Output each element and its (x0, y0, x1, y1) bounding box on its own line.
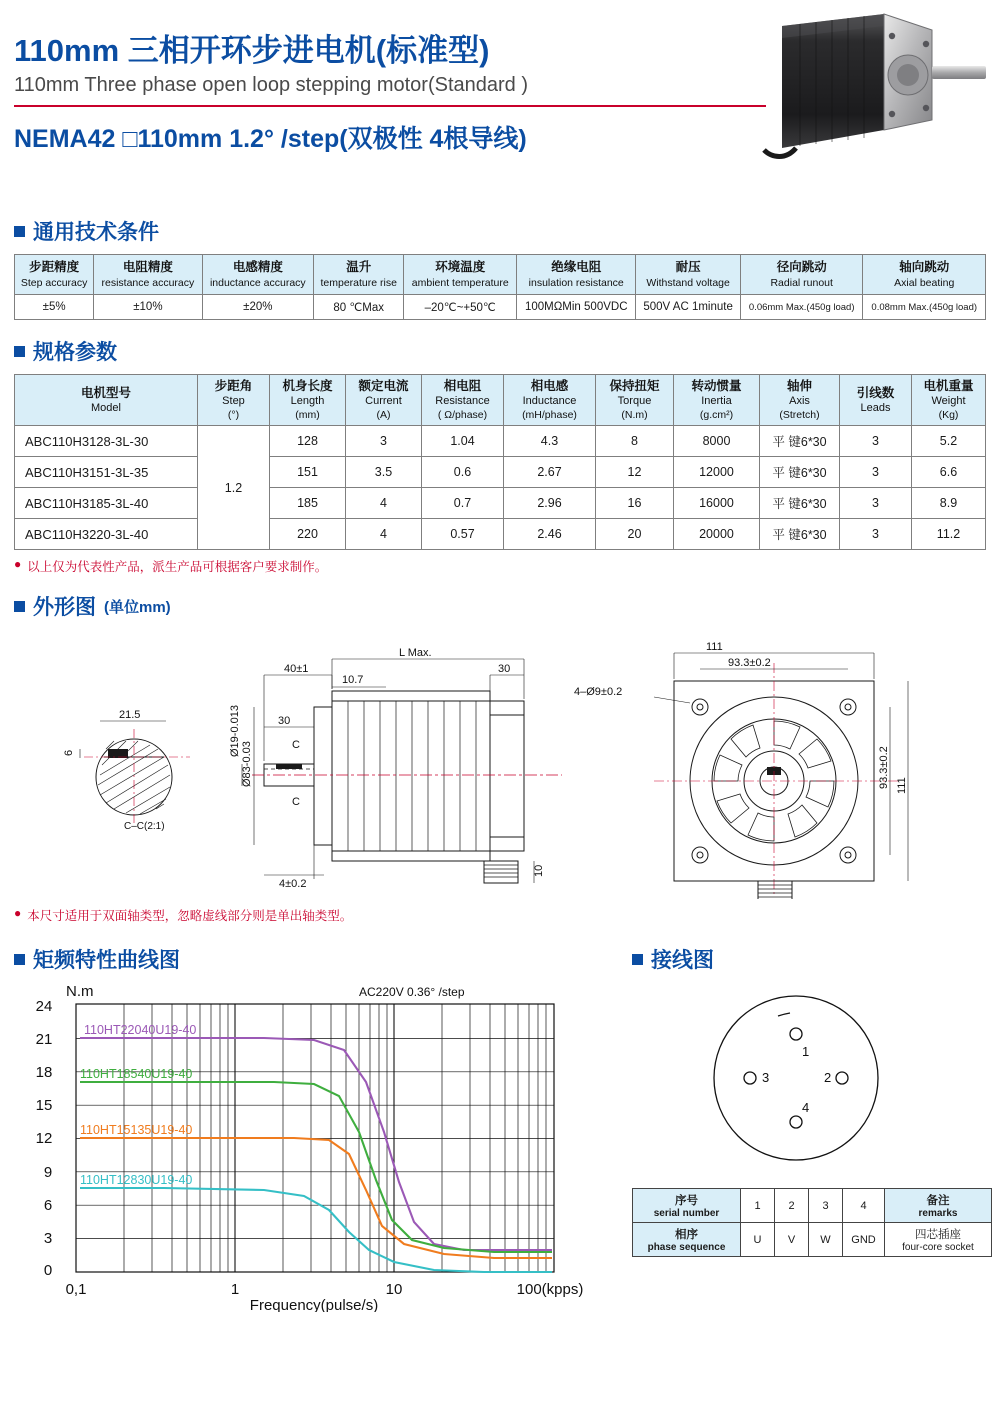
cell-inductance: 2.67 (504, 457, 596, 488)
cell-inductance-accuracy: ±20% (202, 295, 314, 320)
th-en: Model (91, 402, 121, 415)
th-en: ambient temperature (411, 276, 509, 289)
cell-weight: 5.2 (912, 426, 986, 457)
th-en: insulation resistance (528, 276, 624, 289)
th-current (346, 375, 422, 426)
dim-111-right: 111 (896, 777, 908, 795)
cell-length: 185 (270, 488, 346, 519)
th-unit: (Kg) (938, 408, 959, 421)
th-resistance (422, 375, 504, 426)
cell-remarks-header (885, 1189, 992, 1223)
cell-pin-1: 1 (741, 1189, 775, 1223)
cell-radial-runout: 0.06mm Max.(450g load) (740, 295, 863, 320)
th-cn: 环境温度 (435, 260, 486, 274)
cell-axis: 平 键6*30 (760, 519, 840, 550)
table-header-row (15, 375, 986, 426)
label-en: phase sequence (647, 1242, 726, 1254)
th-unit: (mm) (295, 408, 320, 421)
th-length (270, 375, 346, 426)
chart-title: AC220V 0.36° /step (359, 985, 465, 1000)
th-inertia (674, 375, 760, 426)
dim-933-right: 93.3±0.2 (878, 746, 890, 790)
cell-step-accuracy: ±5% (15, 295, 94, 320)
ytick-12: 12 (35, 1130, 53, 1148)
section-curve-heading (14, 944, 614, 974)
th-step-accuracy (15, 255, 94, 295)
ytick-0: 0 (43, 1262, 53, 1280)
cell-torque: 8 (596, 426, 674, 457)
table-row (15, 295, 986, 320)
bullet-dot-icon: ● (14, 906, 22, 921)
table-row (15, 426, 986, 457)
cell-ambient-temperature: –20℃~+50℃ (404, 295, 517, 320)
section-label: C–C(2:1) (124, 821, 165, 833)
th-unit: (°) (227, 408, 240, 421)
cell-phase-header (633, 1223, 741, 1257)
cell-resistance: 0.57 (422, 519, 504, 550)
ytick-21: 21 (35, 1031, 53, 1049)
th-en: Withstand voltage (646, 276, 730, 289)
th-cn: 耐压 (675, 260, 701, 274)
th-en: Leads (860, 402, 891, 415)
cell-pin-3: 3 (809, 1189, 843, 1223)
cell-model: ABC110H3220-3L-40 (15, 519, 198, 550)
th-cn: 电机重量 (923, 379, 974, 394)
th-en: Current (365, 395, 402, 408)
th-cn: 轴伸 (786, 379, 812, 394)
cell-phase-3: W (809, 1223, 843, 1257)
cell-model: ABC110H3185-3L-40 (15, 488, 198, 519)
pin-assignment-table (632, 1188, 992, 1257)
label-en: remarks (918, 1208, 958, 1220)
th-en: Axis (789, 395, 810, 408)
th-en: Step accuracy (20, 276, 88, 289)
th-inductance-accuracy (202, 255, 314, 295)
th-insulation-resistance (517, 255, 636, 295)
section-outline-heading (14, 591, 986, 621)
chart-xlabel: Frequency(pulse/s) (249, 1297, 379, 1313)
cell-torque: 12 (596, 457, 674, 488)
label-cn: 四芯插座 (915, 1229, 961, 1242)
cell-insulation-resistance: 100MΩMin 500VDC (517, 295, 636, 320)
cell-current: 4 (346, 488, 422, 519)
cell-weight: 11.2 (912, 519, 986, 550)
table-row (633, 1189, 992, 1223)
th-cn: 保持扭矩 (609, 379, 660, 394)
th-cn: 引线数 (856, 385, 895, 400)
table-row (15, 488, 986, 519)
outline-note-text: 本尺寸适用于双面轴类型，忽略虚线部分则是单出轴类型。 (27, 909, 353, 924)
th-weight (912, 375, 986, 426)
cell-weight: 8.9 (912, 488, 986, 519)
th-unit: ( Ω/phase) (437, 408, 488, 421)
xtick-0: 0,1 (65, 1281, 87, 1299)
th-cn: 相电感 (530, 379, 569, 394)
th-en: inductance accuracy (209, 276, 306, 289)
table-row (15, 519, 986, 550)
dim-933-top: 93.3±0.2 (728, 657, 771, 670)
cell-inertia: 20000 (674, 519, 760, 550)
chart-column (14, 928, 614, 1312)
square-bullet-icon (14, 346, 25, 357)
th-cn: 温升 (346, 260, 372, 274)
th-torque (596, 375, 674, 426)
cell-withstand-voltage: 500V AC 1minute (636, 295, 741, 320)
th-en: Weight (931, 395, 966, 408)
page-subtitle: 110mm Three phase open loop stepping motor(Standard ) (14, 74, 529, 97)
xtick-3: 100(kpps) (516, 1281, 584, 1299)
cell-step-angle: 1.2 (198, 426, 270, 550)
torque-frequency-chart (14, 982, 614, 1312)
label-cn: 相序 (675, 1229, 698, 1242)
label-cn: 序号 (675, 1195, 698, 1208)
th-unit: (g.cm²) (699, 408, 734, 421)
square-bullet-icon (632, 954, 643, 965)
label-en: serial number (653, 1208, 720, 1220)
spec-note-text: 以上仅为代表性产品，派生产品可根据客户要求制作。 (27, 560, 328, 575)
th-cn: 机身长度 (282, 379, 333, 394)
th-unit: (Stretch) (779, 408, 820, 421)
series-label-3: 110HT12830U19-40 (80, 1173, 193, 1188)
th-unit: (mH/phase) (522, 408, 577, 421)
cell-remarks-value (885, 1223, 992, 1257)
section-general-heading (14, 216, 986, 246)
th-temperature-rise (314, 255, 404, 295)
dim-4: 4±0.2 (279, 878, 307, 891)
dim-l-max: L Max. (399, 647, 432, 660)
cell-leads: 3 (840, 519, 912, 550)
th-en: Radial runout (770, 276, 833, 289)
th-cn: 相电阻 (443, 379, 482, 394)
pin-label-1: 1 (802, 1044, 810, 1060)
th-model (15, 375, 198, 426)
th-cn: 额定电流 (358, 379, 409, 394)
square-bullet-icon (14, 954, 25, 965)
cell-inductance: 2.46 (504, 519, 596, 550)
ytick-24: 24 (35, 998, 53, 1016)
square-bullet-icon (14, 226, 25, 237)
cell-leads: 3 (840, 426, 912, 457)
cell-leads: 3 (840, 488, 912, 519)
series-label-0: 110HT22040U19-40 (84, 1023, 197, 1038)
section-spec-heading (14, 336, 986, 366)
th-radial-runout (740, 255, 863, 295)
motor-photo (756, 8, 986, 178)
th-en: Inertia (701, 395, 732, 408)
cell-current: 3.5 (346, 457, 422, 488)
th-en: resistance accuracy (101, 276, 195, 289)
cell-inductance: 2.96 (504, 488, 596, 519)
spec-note (14, 557, 986, 575)
cell-serial-header (633, 1189, 741, 1223)
general-tech-table (14, 254, 986, 320)
dim-holes: 4–Ø9±0.2 (574, 686, 623, 699)
cell-axial-beating: 0.08mm Max.(450g load) (863, 295, 986, 320)
cell-inductance: 4.3 (504, 426, 596, 457)
series-label-1: 110HT18540U19-40 (80, 1067, 193, 1082)
th-axial-beating (863, 255, 986, 295)
cell-length: 151 (270, 457, 346, 488)
th-resistance-accuracy (94, 255, 202, 295)
th-cn: 步距精度 (29, 260, 80, 274)
section-curve-title: 矩频特性曲线图 (33, 949, 180, 973)
th-en: Inductance (522, 395, 577, 408)
cell-length: 128 (270, 426, 346, 457)
dim-6: 6 (63, 750, 75, 757)
bullet-dot-icon: ● (14, 557, 22, 572)
th-ambient-temperature (404, 255, 517, 295)
dim-30-top: 30 (498, 663, 511, 676)
table-row (15, 457, 986, 488)
th-withstand-voltage (636, 255, 741, 295)
xtick-1: 1 (230, 1281, 240, 1299)
cell-pin-4: 4 (843, 1189, 885, 1223)
section-outline-unit: (单位mm) (104, 598, 171, 616)
section-outline-title: 外形图 (33, 596, 96, 620)
cell-current: 3 (346, 426, 422, 457)
c-mark-2: C (292, 796, 300, 809)
label-en: four-core socket (902, 1242, 974, 1254)
cell-resistance: 1.04 (422, 426, 504, 457)
cell-axis: 平 键6*30 (760, 426, 840, 457)
th-en: Step (222, 395, 245, 408)
cell-resistance: 0.6 (422, 457, 504, 488)
th-en: Axial beating (894, 276, 955, 289)
page-header (14, 0, 986, 200)
cell-phase-4: GND (843, 1223, 885, 1257)
th-cn: 绝缘电阻 (551, 260, 602, 274)
table-row (633, 1223, 992, 1257)
th-inductance (504, 375, 596, 426)
connector-svg (632, 982, 992, 1192)
chart-ylabel: N.m (66, 983, 94, 1001)
outline-drawing-svg (14, 629, 986, 899)
section-wiring-heading (632, 944, 992, 974)
c-mark-1: C (292, 739, 300, 752)
th-en: Resistance (435, 395, 490, 408)
cell-inertia: 12000 (674, 457, 760, 488)
label-cn: 备注 (926, 1195, 950, 1208)
cell-resistance: 0.7 (422, 488, 504, 519)
pin-label-4: 4 (802, 1100, 810, 1116)
ytick-9: 9 (43, 1164, 53, 1182)
dim-21-5: 21.5 (119, 709, 141, 722)
th-cn: 电阻精度 (122, 260, 173, 274)
ytick-6: 6 (43, 1197, 53, 1215)
dim-40: 40±1 (284, 663, 309, 676)
th-axis (760, 375, 840, 426)
th-unit: (A) (376, 408, 391, 421)
section-spec-title: 规格参数 (33, 341, 117, 365)
th-cn: 转动惯量 (691, 379, 742, 394)
cell-inertia: 16000 (674, 488, 760, 519)
outline-drawing (14, 629, 986, 899)
cell-temperature-rise: 80 ℃Max (314, 295, 404, 320)
th-step (198, 375, 270, 426)
wiring-column (632, 928, 992, 1312)
pin-label-3: 3 (762, 1070, 770, 1086)
cell-pin-2: 2 (775, 1189, 809, 1223)
dim-111-top: 111 (706, 641, 723, 654)
cell-axis: 平 键6*30 (760, 488, 840, 519)
chart-svg (14, 982, 614, 1312)
dim-30-mid: 30 (278, 715, 291, 728)
pin-label-2: 2 (824, 1070, 832, 1086)
cell-model: ABC110H3151-3L-35 (15, 457, 198, 488)
th-cn: 电感精度 (232, 260, 283, 274)
cell-torque: 20 (596, 519, 674, 550)
square-bullet-icon (14, 601, 25, 612)
dim-10-7: 10.7 (342, 674, 364, 687)
cell-current: 4 (346, 519, 422, 550)
th-cn: 步距角 (214, 379, 253, 394)
cell-weight: 6.6 (912, 457, 986, 488)
cell-torque: 16 (596, 488, 674, 519)
cell-axis: 平 键6*30 (760, 457, 840, 488)
cell-resistance-accuracy: ±10% (94, 295, 202, 320)
dim-phi19: Ø19-0.013 (229, 705, 241, 758)
th-cn: 电机型号 (80, 385, 131, 400)
cell-phase-2: V (775, 1223, 809, 1257)
section-wiring-title: 接线图 (651, 949, 714, 973)
table-header-row (15, 255, 986, 295)
th-leads (840, 375, 912, 426)
section-general-title: 通用技术条件 (33, 221, 159, 244)
ytick-15: 15 (35, 1097, 53, 1115)
th-en: Torque (617, 395, 652, 408)
th-unit: (N.m) (621, 408, 648, 421)
cell-model: ABC110H3128-3L-30 (15, 426, 198, 457)
dim-phi83: Ø83-0.03 (241, 741, 253, 788)
connector-diagram (632, 982, 992, 1182)
th-en: temperature rise (320, 276, 397, 289)
th-en: Length (290, 395, 325, 408)
outline-note (14, 906, 986, 924)
cell-phase-1: U (741, 1223, 775, 1257)
page-title: 110mm 三相开环步进电机(标准型) (14, 33, 490, 68)
cell-leads: 3 (840, 457, 912, 488)
bottom-row (14, 928, 986, 1312)
dim-10: 10 (533, 864, 545, 878)
cell-length: 220 (270, 519, 346, 550)
spec-table (14, 374, 986, 550)
ytick-18: 18 (35, 1064, 53, 1082)
th-cn: 轴向跳动 (899, 260, 950, 274)
cell-inertia: 8000 (674, 426, 760, 457)
nema-line: NEMA42 □110mm 1.2° /step(双极性 4根导线) (14, 125, 527, 154)
series-label-2: 110HT15135U19-40 (80, 1123, 193, 1138)
ytick-3: 3 (43, 1230, 53, 1248)
th-cn: 径向跳动 (776, 260, 827, 274)
xtick-2: 10 (385, 1281, 403, 1299)
